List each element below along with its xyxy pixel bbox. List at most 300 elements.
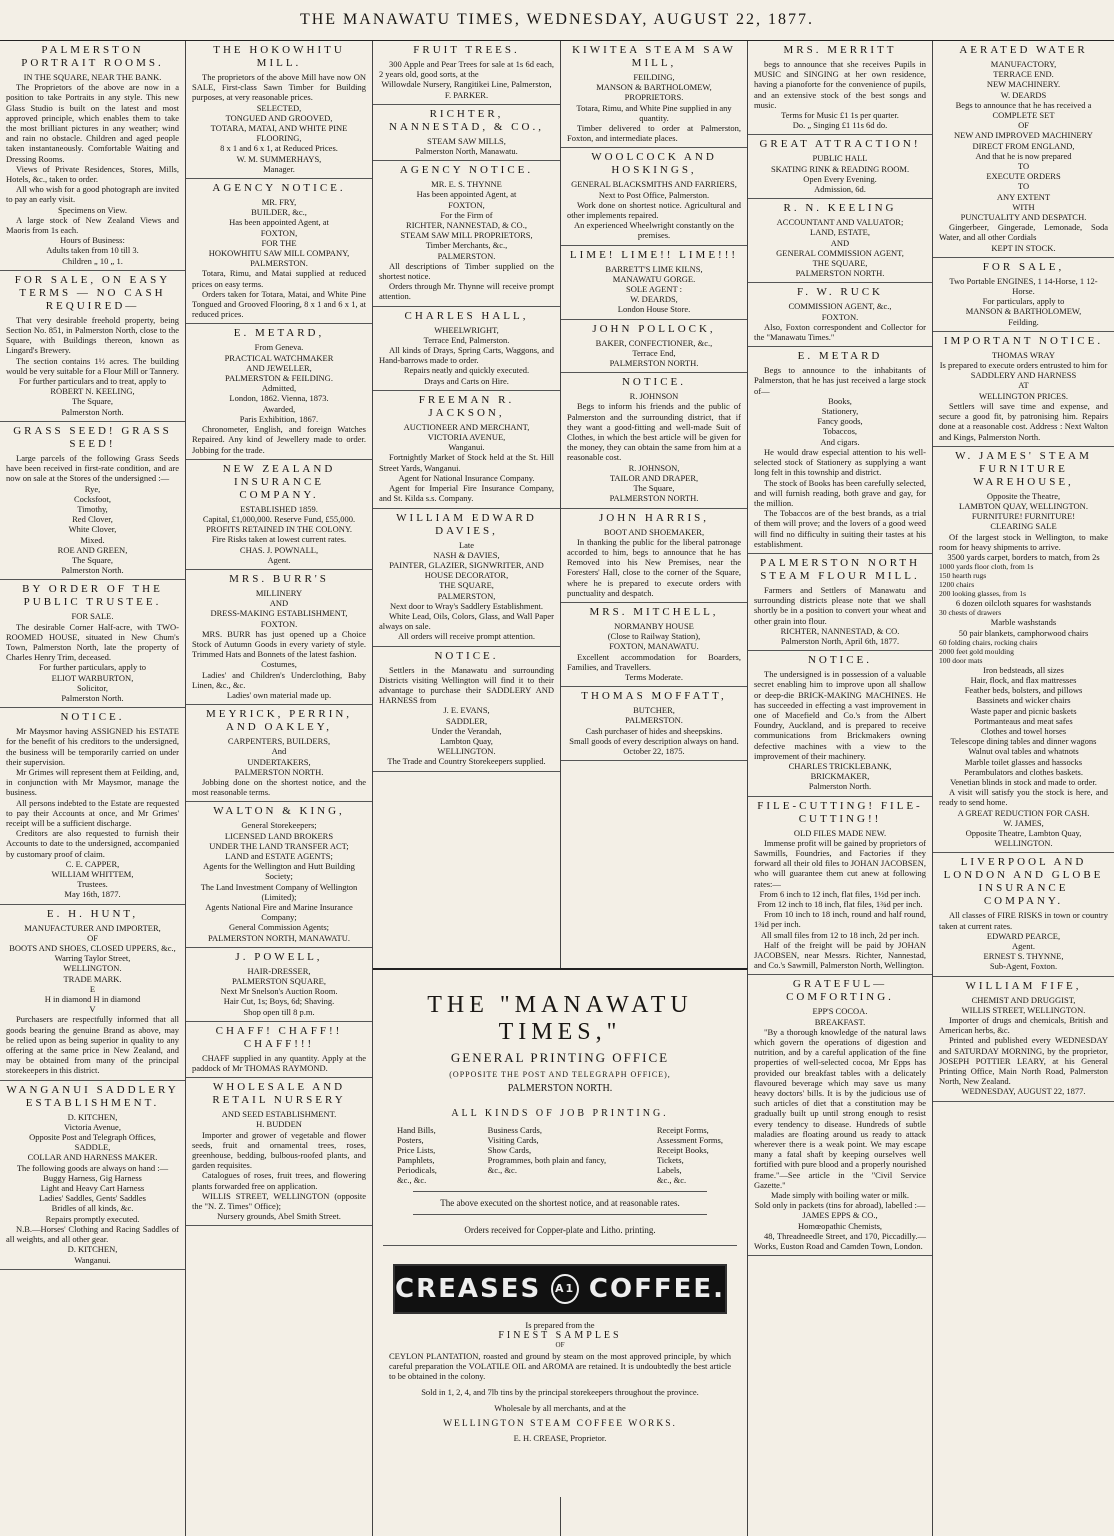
advert-line: UNDER THE LAND TRANSFER ACT; [209,840,349,851]
advert-woolcock-and-hoskings [561,148,747,245]
advert-line: From 6 inch to 12 inch, flat files, 1½d per inch. [759,888,921,899]
advert-heading: FRUIT TREES. [413,44,520,56]
advert-line: Repairs promptly executed. [45,1213,140,1224]
advert-wholesale-and-retail-nursery [186,1078,372,1226]
job-item: Pamphlets, [397,1155,435,1165]
advert-line: Walnut oval tables and whatnots [968,746,1079,757]
advert-line: Under the Verandah, [431,725,502,736]
advert-line: OLD FILES MADE NEW. [793,827,887,838]
advert-line: Costumes, [261,659,297,670]
advert-line: Homœopathic Chemists, [797,1220,883,1231]
advert-line: FOXTON. [260,618,298,629]
column-5 [748,41,933,1536]
advert-heading: AGENCY NOTICE. [399,164,534,177]
advert-heading: MEYRICK, PERRIN, AND OAKLEY, [205,708,353,734]
advert-heading: WHOLESALE AND RETAIL NURSERY [212,1081,346,1107]
advert-line: PALMERSTON. [625,715,683,726]
advert-freeman-r-jackson [373,391,560,509]
advert-line: Opposite the Theatre, [986,490,1061,501]
advert-line: Excellent accommodation for Boarders, Families, and Travellers. [567,651,741,672]
advert-line: LAND, ESTATE, [810,227,870,238]
advert-heading: FOR SALE, ON EASY TERMS — NO CASH REQUIRED— [14,273,171,312]
advert-f-w-ruck [748,283,932,347]
advert-heading: IMPORTANT NOTICE. [943,334,1104,347]
advert-heading: R. N. KEELING [783,202,897,215]
advert-heading: MRS. BURR'S [229,572,329,585]
advert-heading: E. H. HUNT, [46,907,139,920]
advert-line: Bassinets and wicker chairs [976,695,1071,706]
advert-line: THE SQUARE, [439,580,494,591]
advert-line: LICENSED LAND BROKERS [224,830,334,841]
advert-line: LAND and ESTATE AGENTS; [225,850,333,861]
advert-line: SADDLE, [74,1142,111,1153]
advert-kiwitea-steam-saw-mill [561,41,747,148]
advert-line: FOR THE [261,237,297,248]
advert-line: Of the largest stock in Wellington, to make room for heavy shipments to arrive. [939,531,1108,552]
advert-line: Timber Merchants, &c., [425,240,508,251]
advert-for-sale [933,258,1114,332]
advert-line: Made simply with boiling water or milk. [770,1190,910,1201]
advert-line: R. JOHNSON, [628,462,680,473]
advert-line: Palmerston North. [61,692,124,703]
advert-line: Orders taken for Totara, Matai, and White Pine Tongued and Grooved Flooring, 8 x 1 and 6 x 1, at reduced prices. [192,288,366,320]
advert-heading: LIME! LIME!! LIME!!! [569,248,739,261]
advert-heading: AGENCY NOTICE. [212,182,346,195]
advert-palmerston-portrait-rooms [0,41,185,271]
job-item: &c., &c. [487,1165,517,1175]
advert-line: A visit will satisfy you the stock is here, and ready to send home. [939,787,1108,808]
advert-john-harris [561,509,747,603]
advert-heading: KIWITEA STEAM SAW MILL, [572,44,736,69]
advert-line: Adults taken from 10 till 3. [46,245,139,256]
advert-line: Farmers and Settlers of Manawatu and surrounding districts please note that we shall shortly be in a position to convert your wheat and other grain into flour. [754,584,926,626]
advert-line: Portmanteaus and meat safes [974,715,1073,726]
advert-line: Marble toilet glasses and hassocks [964,756,1083,767]
advert-line: Palmerston North, April 6th, 1877. [780,635,900,646]
advert-line: H in diamond H in diamond [44,994,141,1005]
advert-line: All descriptions of Timber supplied on the shortest notice. [379,260,554,282]
advert-line: Hair, flock, and flax mattresses [970,674,1077,685]
advert-line: Totara, Rimu, and Matai supplied at reduced prices on easy terms. [192,268,366,289]
advert-line: Awarded, [262,403,296,414]
advert-wanganui-saddlery-establishmen [0,1081,185,1270]
advert-line: Palmerston North, Manawatu. [415,146,518,157]
advert-line: PALMERSTON & FEILDING. [225,373,333,384]
advert-line: E [89,983,96,994]
advert-line: Next door to Wray's Saddlery Establishment. [389,600,544,611]
advert-line: All kinds of Drays, Spring Carts, Waggons, and Hand-barrows made to order. [379,345,554,366]
advert-line: PALMERSTON. [437,250,496,261]
advert-heading: E. METARD [797,350,883,363]
advert-line: PALMERSTON, [437,590,496,601]
advert-line: WILLIS STREET, WELLINGTON. [961,1004,1086,1015]
advert-line: From 10 inch to 18 inch, round and half round, 1¾d per inch. [754,909,926,930]
advert-line: Red Clover, [72,514,113,525]
advert-line: Chronometer, English, and foreign Watches Repaired. Any kind of Jewellery made to order. Jobbing for the trade. [192,424,366,455]
advert-line: TOTARA, MATAI, AND WHITE PINE FLOORING, [210,123,348,144]
advert-william-edward-davies [373,509,560,647]
advert-line: 1000 yards floor cloth, from 1s [939,562,1034,572]
advert-line: Catalogues of roses, fruit trees, and flowering plants forwarded free on application. [192,1170,366,1191]
advert-line: Rye, [84,483,101,494]
advert-line: Ladies' own material made up. [226,689,332,700]
advert-line: Terms for Music £1 1s per quarter. [781,110,899,121]
advert-heading: MRS. MITCHELL, [589,605,719,618]
advert-heading: LIVERPOOL AND LONDON AND GLOBE INSURANCE COMPANY. [943,856,1104,908]
advert-notice [0,708,185,904]
advert-line: Begs to announce that he has received a [955,99,1092,110]
advert-line: W. JAMES, [1003,817,1044,828]
advert-line: ROE AND GREEN, [57,544,128,555]
advert-line: FURNITURE! FURNITURE! [971,511,1076,522]
job-col-c [657,1125,723,1185]
advert-line: London House Store. [617,304,691,315]
advert-line: The Trade and Country Storekeepers supplied. [387,756,546,767]
advert-line: Next Mr Snelson's Auction Room. [220,986,338,997]
advert-line: Fortnightly Market of Stock held at the St. Hill Street Yards, Wanganui. [379,452,554,473]
advert-line: BAKER, CONFECTIONER, &c., [595,337,713,348]
advert-line: 60 folding chairs, rocking chairs [939,637,1038,647]
job-item: Periodicals, [397,1165,437,1175]
job-item: &c., &c. [397,1175,427,1185]
advert-j-powell [186,948,372,1022]
advert-line: For further particulars and to treat, apply to [18,376,167,387]
advert-line: PALMERSTON NORTH. [234,766,324,777]
press-place: PALMERSTON NORTH. [507,1083,613,1094]
job-item: Labels, [656,1165,682,1175]
advert-mrs-merritt [748,41,932,135]
advert-line: EXECUTE ORDERS [986,171,1061,182]
job-item: Tickets, [656,1155,684,1165]
advert-line: Buggy Harness, Gig Harness [43,1172,142,1183]
coffee-ceylon: CEYLON PLANTATION, roasted and ground by steam on the most approved principle, by which careful preparation the VOLATILE OIL and AROMA are retained. It is undoubtedly the best article to be obtained in the colony. [389,1351,731,1381]
advert-line: KEPT IN STOCK. [991,242,1056,253]
advert-line: Palmerston North. [61,565,124,576]
advert-line: 2000 feet gold moulding [939,646,1014,656]
advert-line: Timber delivered to order at Palmerston, Foxton, and intermediate places. [567,123,741,144]
advert-line: The Square, [71,396,114,407]
advert-line: D. KITCHEN, [67,1244,118,1255]
advert-line: Palmerston North. [808,781,872,792]
advert-line: BREAKFAST. [814,1016,866,1027]
advert-heading: THE HOKOWHITU MILL. [213,44,345,69]
advert-line: MR. E. S. THYNNE [431,179,502,190]
advert-heading: GREAT ATTRACTION! [759,138,921,151]
advert-w-james-steam-furniture-wareho [933,447,1114,854]
press-subtitle: GENERAL PRINTING OFFICE [450,1050,670,1065]
advert-line: H. BUDDEN [256,1119,302,1130]
advert-line: Importer of drugs and chemicals, British and American herbs, &c. [939,1015,1108,1036]
advert-line: And [271,746,287,757]
advert-line: NEW AND IMPROVED MACHINERY [954,130,1093,141]
advert-line: Children „ 10 „ 1. [62,255,123,266]
advert-line: General Commission Agents; [228,922,330,933]
advert-aerated-water [933,41,1114,258]
advert-line: All orders will receive prompt attention. [398,631,535,642]
advert-line: CHAFF supplied in any quantity. Apply at the paddock of Mr THOMAS RAYMOND. [192,1052,366,1074]
advert-line: Orders through Mr. Thynne will receive prompt attention. [379,281,554,302]
advert-line: DRESS-MAKING ESTABLISHMENT, [210,608,348,619]
advert-line: MANSON & BARTHOLOMEW, [965,306,1082,317]
advert-line: EPP'S COCOA. [812,1006,868,1017]
advert-richter-nannestad-co [373,105,560,161]
advert-line: Repairs neatly and quickly executed. [403,365,530,376]
advert-heading: JOHN POLLOCK, [592,322,716,335]
advert-heading: PALMERSTON NORTH STEAM FLOUR MILL. [759,556,921,582]
advert-line: TO [1017,161,1030,172]
advert-line: He would draw especial attention to his well-selected stock of Stationery as supplying a want long felt in this township and district. [754,446,926,478]
advert-line: 100 door mats [939,655,983,665]
advert-line: The Tobaccos are of the best brands, as a trial of them will prove; and the lovers of a good weed will find no difficulty in suiting their tastes at his establishment. [754,508,926,549]
advert-line: Waste paper and picnic baskets [970,705,1077,716]
advert-line: Wanganui. [448,442,485,453]
advert-line: Ladies' Saddles, Gents' Saddles [39,1193,146,1204]
advert-line: MILLINERY [255,587,303,598]
advert-line: Feilding. [1008,316,1039,327]
advert-line: IN THE SQUARE, NEAR THE BANK. [23,72,162,82]
advert-line: GENERAL COMMISSION AGENT, [776,247,904,258]
advert-line: RICHTER, NANNESTAD, & CO. [780,625,900,636]
advert-r-n-keeling [748,199,932,283]
advert-line: Agents National Fire and Marine Insurance Company; [205,902,353,923]
advert-line: Has been appointed Agent, at [229,217,329,228]
coffee-logo-word-1: CREASES [395,1274,542,1304]
advert-line: The desirable Corner Half-acre, with TWO-ROOMED HOUSE, situated in New Chum's Town, Palmerston North, late the property of Charles Henry Trim, deceased. [6,621,179,663]
advert-heading: WOOLCOCK AND HOSKINGS, [591,151,717,177]
advert-line: PUBLIC HALL [812,153,868,164]
advert-line: COMMISSION AGENT, &c., [788,301,892,312]
advert-heading: WILLIAM EDWARD DAVIES, [396,511,537,537]
advert-line: Mixed. [80,534,105,545]
advert-charles-hall [373,307,560,391]
advert-heading: E. METARD, [233,327,325,340]
advert-william-fife [933,977,1114,1102]
advert-heading: NEW ZEALAND INSURANCE COMPANY. [222,462,336,501]
advert-line: From 12 inch to 18 inch, flat files, 1¾d per inch. [757,899,923,909]
advert-fruit-trees [373,41,560,105]
advert-line: FEILDING, [633,72,675,82]
advert-line: Hours of Business: [60,235,125,246]
advert-line: All small files from 12 to 18 inch, 2d per inch. [760,929,920,940]
advert-notice [561,373,747,508]
advert-line: CLEARING SALE [990,521,1057,532]
advert-line: NASH & DAVIES, [433,549,500,560]
advert-line: Capital, £1,000,000. Reserve Fund, £55,000. [202,513,356,524]
advert-line: SADDLER, [445,715,488,726]
advert-line: "By a thorough knowledge of the natural laws which govern the operations of digestion and nutrition, and by a careful application of the fine properties of well-selected cocoa, Mr Epps has provided our breakfast tables with a delicately flavoured beverage which may save us many heavy doctors' bills. It is by the judicious use of such articles of diet that a constitution may be gradually built up until strong enough to resist every tendency to disease. Hundreds of subtle maladies are floating around us ready to attack wherever there is a weak point. We may escape many a fatal shaft by keeping ourselves well fortified with pure blood and a properly nourished frame."—See article in the "Civil Service Gazette." [754,1026,926,1190]
advert-agency-notice [373,161,560,306]
advert-line: PRACTICAL WATCHMAKER [224,352,334,363]
advert-line: Nursery grounds, Abel Smith Street. [217,1211,341,1222]
press-exec: The above executed on the shortest notice, and at reasonable rates. [440,1198,680,1208]
advert-line: October 22, 1875. [623,745,685,756]
advert-line: PALMERSTON. [250,258,308,269]
advert-line: An experienced Wheelwright constantly on the premises. [573,220,735,241]
advert-line: Venetian blinds in stock and made to order. [950,776,1097,787]
advert-line: General Storekeepers; [241,820,317,831]
coffee-of: OF [555,1341,565,1349]
job-item: Show Cards, [487,1145,532,1155]
advert-line: Cash purchaser of hides and sheepskins. [585,725,723,736]
advert-line: Admission, 6d. [814,184,866,195]
advert-heading: MRS. MERRITT [783,44,897,56]
advert-line: FOXTON. [821,311,859,322]
column-1 [0,41,186,1536]
advert-line: Palmerston North. [61,406,124,417]
advert-line: NORMANBY HOUSE [614,620,694,631]
advert-line: Is prepared to execute orders entrusted to him for [939,360,1108,371]
job-item: Price Lists, [397,1145,436,1155]
advert-heading: NOTICE. [807,654,873,667]
advert-line: Wanganui. [74,1254,111,1265]
advert-line: Sub-Agent, Foxton. [989,961,1058,972]
advert-line: The following goods are always on hand :— [16,1162,169,1173]
advert-line: WEDNESDAY, AUGUST 22, 1877. [961,1086,1086,1097]
advert-line: ELIOT WARBURTON, [51,672,134,683]
printing-office-advert [373,968,748,1497]
advert-heading: FOR SALE, [982,260,1065,273]
advert-line: Terms Moderate. [625,671,683,682]
advert-line: Half of the freight will be paid by JOHAN JACOBSEN, near Messrs. Richter, Nannestad, and Co.'s Sawmill, Palmerston North, Wellington. [754,939,926,971]
advert-line: begs to announce that she receives Pupils in MUSIC and SINGING at her own residence, having a pianoforte for the convenience of pupils, and an extensive stock of the best songs and music. [754,59,926,110]
advert-line: For particulars, apply to [982,296,1065,307]
advert-line: J. E. EVANS, [443,705,490,716]
advert-line: All persons indebted to the Estate are requested to pay their Accounts at once, and Mr Grimes' receipt will be a sufficient discharge. [6,797,179,828]
press-title: THE "MANAWATU TIMES," [427,992,693,1045]
advert-line: OF [87,932,98,943]
job-item: Receipt Books, [656,1145,709,1155]
advert-line: (Close to Railway Station), [607,631,701,642]
advert-file-cutting-file-cutting [748,797,932,976]
advert-line: Ladies' and Children's Underclothing, Baby Linen, &c., &c. [192,669,366,690]
advert-line: BUTCHER, [633,705,675,716]
advert-heading: NOTICE. [60,711,125,724]
advert-line: White Clover, [68,524,117,535]
advert-line: MANUFACTORY, [990,59,1057,69]
advert-line: Agent for National Insurance Company. [398,472,535,483]
advert-line: EDWARD PEARCE, [986,930,1061,941]
advert-line: Two Portable ENGINES, 1 14-Horse, 1 12-Horse. [949,275,1098,297]
advert-line: Feather beds, bolsters, and pillows [964,685,1083,696]
advert-line: THE SQUARE, [812,258,868,269]
coffee-proprietor: E. H. CREASE, Proprietor. [513,1433,607,1443]
advert-line: Agent for Imperial Fire Insurance Company, and St. Kilda s.s. Company. [379,483,554,504]
advert-line: Late [458,539,475,550]
advert-line: Timothy, [77,503,108,514]
advert-heading: GRATEFUL—COMFORTING. [786,978,894,1004]
advert-line: R. JOHNSON [629,391,679,402]
advert-notice [748,651,932,796]
advert-heading: RICHTER, NANNESTAD, & CO., [389,107,544,133]
advert-line: Fire Risks taken at lowest current rates. [211,534,347,545]
job-item: Business Cards, [487,1125,542,1135]
advert-line: Stationery, [821,406,859,417]
advert-line: V [89,1004,96,1015]
advert-line: Jobbing done on the shortest notice, and the most reasonable terms. [192,776,366,798]
advert-the-hokowhitu-mill [186,41,372,179]
advert-line: GENERAL BLACKSMITHS AND FARRIERS, [571,179,737,190]
coffee-works: WELLINGTON STEAM COFFEE WORKS. [443,1419,677,1429]
advert-palmerston-north-steam-flour-m [748,554,932,651]
advert-line: Terrace End, [632,347,676,358]
advert-line: HOKOWHITU SAW MILL COMPANY, [208,248,350,259]
advert-line: Sold only in packets (tins for abroad), labelled :— [754,1200,926,1211]
advert-grass-seed-grass-seed [0,422,185,580]
advert-line: W. DEARDS [1000,89,1047,100]
advert-line: Begs to inform his friends and the public of Palmerston and the surrounding district, that if they want a good-fitting and well-made Suit of Clothes, in which the best article will be given for the money, they can obtain the same from him at a reasonable cost. [567,401,741,463]
advert-line: Warring Taylor Street, [54,953,131,964]
job-item: Visiting Cards, [487,1135,539,1145]
advert-line: Has been appointed Agent, at [416,189,517,200]
advert-thomas-moffatt [561,687,747,761]
advert-line: PALMERSTON SQUARE, [232,976,326,987]
advert-line: TONGUED AND GROOVED, [225,112,333,123]
advert-line: 8 x 1 and 6 x 1, at Reduced Prices. [220,143,338,154]
advert-line: All who wish for a good photograph are invited to pay an early visit. [6,184,179,205]
advert-line: London, 1862. Vienna, 1873. [229,393,329,404]
advert-line: Creditors are also requested to furnish their Accounts to date to the undersigned, accompanied by customary proof of claim. [6,828,179,859]
advert-chaff-chaff-chaff [186,1022,372,1078]
advert-line: JAMES EPPS & CO., [802,1210,878,1221]
advert-line: Small goods of every description always on hand. [569,735,739,746]
advert-walton-king [186,802,372,947]
advert-meyrick-perrin-and-oakley [186,705,372,802]
advert-line: WHEELWRIGHT, [434,324,499,335]
advert-line: MANUFACTURER AND IMPORTER, [24,922,161,933]
advert-lime-lime-lime [561,246,747,320]
advert-line: MR. FRY, [261,197,297,208]
advert-line: Trustees. [77,879,108,890]
advert-line: Light and Heavy Cart Harness [40,1183,145,1194]
advert-line: THOMAS WRAY [991,349,1056,360]
advert-line: 30 chests of drawers [939,608,1002,618]
advert-line: LAMBTON QUAY, WELLINGTON. [959,500,1088,511]
coffee-logo-badge: A1 [551,1274,579,1304]
advert-line: FOXTON, [260,227,298,238]
advert-line: Manager. [263,163,295,174]
advert-heading: J. POWELL, [235,950,323,963]
advert-mrs-burr-s [186,570,372,705]
advert-line: AND [830,237,850,248]
advert-line: Hair Cut, 1s; Boys, 6d; Shaving. [223,996,335,1007]
advert-line: Opposite Theatre, Lambton Quay, WELLINGTON. [965,827,1082,849]
advert-line: Also, Foxton correspondent and Collector for the "Manawatu Times." [754,321,926,343]
advert-line: Opposite Post and Telegraph Offices, [29,1132,156,1143]
advert-line: Terrace End, Palmerston. [423,334,510,345]
advert-great-attraction [748,135,932,199]
advert-line: CARPENTERS, BUILDERS, [227,736,331,747]
advert-line: BOOTS AND SHOES, CLOSED UPPERS, &c., [9,943,176,954]
advert-line: D. KITCHEN, [67,1111,118,1122]
masthead: THE MANAWATU TIMES, WEDNESDAY, AUGUST 22, 1877. [0,0,1114,41]
job-col-b [488,1125,606,1185]
advert-line: Do. „ Singing £1 11s 6d do. [792,120,888,131]
advert-line: Lambton Quay, [440,735,493,746]
advert-line: AND SEED ESTABLISHMENT. [221,1109,337,1120]
coffee-wholesale: Wholesale by all merchants, and at the [494,1403,626,1413]
advert-line: BRICKMAKER, [810,771,870,782]
advert-line: TO [1017,181,1030,192]
advert-line: W. DEARDS, [630,294,678,305]
advert-line: The Square, [71,554,114,565]
advert-line: WILLIAM WHITTEM, [51,869,134,879]
advert-line: SELECTED, [256,102,302,113]
advert-line: N.B.—Horses' Clothing and Racing Saddles of all weights, and all other gear. [6,1223,179,1245]
advert-line: Tobaccos, [822,426,858,437]
advert-line: COLLAR AND HARNESS MAKER. [27,1152,158,1163]
advert-line: PALMERSTON NORTH. [609,358,699,369]
advert-line: Cocksfoot, [73,493,112,504]
